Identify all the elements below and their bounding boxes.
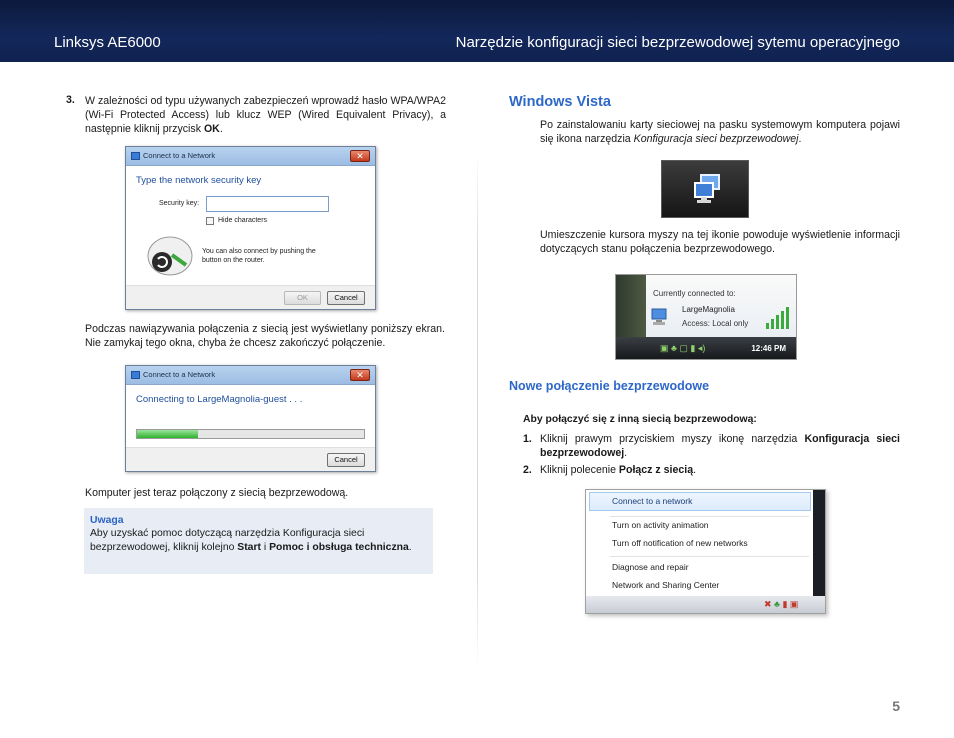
dialog-footer [126,447,375,471]
dialog-footer [126,285,375,309]
connected-text: Komputer jest teraz połączony z siecią bezprzewodową. [85,487,349,499]
progress-fill [137,430,198,438]
connecting-dialog [125,365,376,472]
page-number: 5 [892,698,900,714]
security-key-input[interactable] [206,196,329,212]
note-text: Aby uzyskać pomoc dotyczącą narzędzia Konfiguracja sieci bezprzewodowej, kliknij kolejno Start i Pomoc i obsługa techniczna. [90,528,412,553]
dialog-title: Connect to a Network [143,370,216,379]
taskbar-clock: 12:46 PM [751,344,786,353]
note-title: Uwaga [90,515,124,526]
access-status: Access: Local only [682,319,749,328]
hover-info-text: Umieszczenie kursora myszy na tej ikonie powoduje wyświetlenie informacji dotyczących stanu połączenia bezprzewodowego. [540,229,900,255]
connection-status-popup [615,274,797,360]
windows-vista-heading: Windows Vista [509,94,611,110]
wireless-network-icon [692,173,722,205]
security-key-label: Security key: [159,200,200,207]
network-icon [131,152,140,160]
steps-list [523,432,900,480]
menu-item-notifications[interactable]: Turn off notification of new networks [612,538,748,548]
ok-button[interactable]: OK [284,291,321,305]
popup-heading: Currently connected to: [653,289,736,298]
push-button-icon [146,235,194,277]
list-item: 1. Kliknij prawym przyciskiem myszy ikonę narzędzia Konfiguracja sieci bezprzewodowej. [523,433,900,459]
close-button[interactable]: ✕ [350,369,370,381]
tray-context-menu [585,489,826,614]
list-item: 2. Kliknij polecenie Połącz z siecią. [523,464,697,476]
cancel-button[interactable]: Cancel [327,291,365,305]
new-connection-heading: Nowe połączenie bezprzewodowe [509,379,710,393]
tray-icons: ▣ ♣ ▢ ▮ ◂) [660,343,706,353]
network-computer-icon [650,307,670,327]
dialog-heading: Type the network security key [136,175,262,186]
step-3-text: W zależności od typu używanych zabezpieczeń wprowadź hasło WPA/WPA2 (Wi-Fi Protected Access) lub klucz WEP (Wired Equivalent Privacy), a następnie kliknij przycisk OK. [85,95,446,135]
network-name: LargeMagnolia [682,305,735,314]
step-number: 3. [66,94,75,106]
security-key-dialog [125,146,376,310]
brand-title: Linksys AE6000 [54,34,161,51]
close-button[interactable]: ✕ [350,150,370,162]
taskbar [586,596,825,613]
network-icon [131,371,140,379]
howto-label: Aby połączyć się z inną siecią bezprzewodową: [523,414,757,425]
dialog-titlebar [126,366,375,385]
hide-characters-checkbox[interactable] [206,217,214,225]
column-divider [477,150,478,670]
menu-item-sharing-center[interactable]: Network and Sharing Center [612,580,720,590]
connection-progress-bar [136,429,365,439]
menu-item-diagnose[interactable]: Diagnose and repair [612,562,689,572]
connecting-heading: Connecting to LargeMagnolia-guest . . . [136,394,303,405]
push-button-text: You can also connect by pushing the button on the router. [202,248,316,264]
tray-icon-text: Po zainstalowaniu karty sieciowej na pasku systemowym komputera pojawi się ikona narzędzia Konfiguracja sieci bezprzewodowej. [540,119,900,145]
page-header [0,0,954,62]
dialog-title: Connect to a Network [143,151,216,160]
step-3 [66,94,446,136]
connecting-info-text: Podczas nawiązywania połączenia z siecią jest wyświetlany poniższy ekran. Nie zamykaj tego okna, chyba że chcesz zakończyć połączenie. [85,323,445,349]
tray-icon-image [661,160,749,218]
tray-icons: ✖ ♣ ▮ ▣ [764,599,799,609]
note-box [84,508,433,574]
menu-item-activity-animation[interactable]: Turn on activity animation [612,520,709,530]
cancel-button[interactable]: Cancel [327,453,365,467]
hide-characters-label: Hide characters [218,217,268,224]
section-title: Narzędzie konfiguracji sieci bezprzewodowej sytemu operacyjnego [455,34,900,51]
signal-strength-icon [766,307,790,329]
menu-item-connect[interactable]: Connect to a network [612,496,693,506]
dialog-titlebar [126,147,375,166]
